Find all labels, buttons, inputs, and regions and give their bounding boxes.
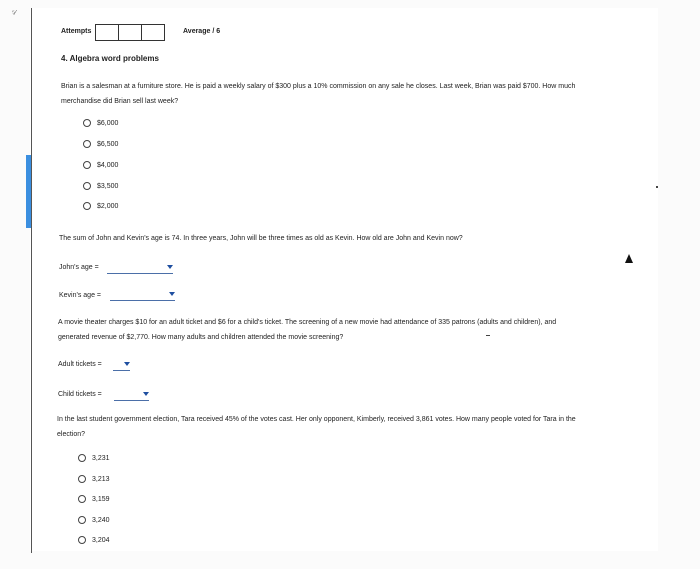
option-label: 3,231	[92, 454, 110, 462]
child-tickets-select[interactable]	[114, 390, 149, 401]
chevron-down-icon	[167, 265, 173, 269]
radio-button[interactable]	[83, 202, 91, 210]
corner-mark-icon: ⁵⁄	[12, 10, 17, 17]
section-title: 4. Algebra word problems	[61, 54, 159, 63]
radio-button[interactable]	[78, 454, 86, 462]
attempt-box	[118, 24, 142, 41]
radio-button[interactable]	[83, 161, 91, 169]
option-label: 3,240	[92, 516, 110, 524]
mouse-cursor-icon	[625, 254, 633, 263]
kevins-age-select[interactable]	[110, 290, 175, 301]
radio-button[interactable]	[78, 475, 86, 483]
q4-option[interactable]	[78, 536, 110, 544]
attempt-box	[95, 24, 119, 41]
chevron-down-icon	[169, 292, 175, 296]
attempt-box	[141, 24, 165, 41]
chevron-down-icon	[124, 362, 130, 366]
dash-mark	[486, 335, 490, 336]
q1-option[interactable]	[83, 140, 118, 148]
left-border-line	[31, 8, 32, 553]
q1-option[interactable]	[83, 119, 118, 127]
q1-option[interactable]	[83, 161, 118, 169]
adult-tickets-label: Adult tickets =	[58, 361, 102, 368]
chevron-down-icon	[143, 392, 149, 396]
adult-tickets-select[interactable]	[113, 360, 130, 371]
q4-option[interactable]	[78, 454, 110, 462]
q4-option[interactable]	[78, 495, 110, 503]
johns-age-select[interactable]	[107, 263, 173, 274]
attempts-boxes	[95, 24, 164, 41]
option-label: $6,000	[97, 119, 119, 127]
radio-button[interactable]	[83, 119, 91, 127]
option-label: $3,500	[97, 182, 119, 190]
child-tickets-label: Child tickets =	[58, 391, 102, 398]
scroll-indicator-bar[interactable]	[26, 155, 31, 228]
question-4-prompt: In the last student government election, Tara received 45% of the votes cast. Her only opponent, Kimberly, received 3,861 votes. How many people voted for Tara in the election?	[57, 416, 576, 438]
radio-button[interactable]	[78, 516, 86, 524]
option-label: 3,204	[92, 536, 110, 544]
question-2-prompt: The sum of John and Kevin's age is 74. In three years, John will be three times as old as Kevin. How old are John and Kevin now?	[59, 235, 463, 242]
option-label: $2,000	[97, 202, 119, 210]
kevins-age-label: Kevin's age =	[59, 292, 102, 299]
attempts-label: Attempts	[61, 28, 92, 35]
option-label: 3,213	[92, 475, 110, 483]
johns-age-label: John's age =	[59, 264, 99, 271]
q1-option[interactable]	[83, 182, 118, 190]
q4-option[interactable]	[78, 475, 110, 483]
q4-option[interactable]	[78, 516, 110, 524]
radio-button[interactable]	[78, 536, 86, 544]
option-label: 3,159	[92, 495, 110, 503]
option-label: $4,000	[97, 161, 119, 169]
radio-button[interactable]	[78, 495, 86, 503]
stray-dot	[656, 186, 658, 188]
q1-option[interactable]	[83, 202, 118, 210]
radio-button[interactable]	[83, 182, 91, 190]
option-label: $6,500	[97, 140, 119, 148]
radio-button[interactable]	[83, 140, 91, 148]
average-label: Average / 6	[183, 28, 221, 35]
question-1-prompt: Brian is a salesman at a furniture store. He is paid a weekly salary of $300 plus a 10% commission on any sale he closes. Last week, Brian was paid $700. How much merchandise did Brian sell last week?	[61, 83, 576, 105]
question-3-prompt: A movie theater charges $10 for an adult ticket and $6 for a child's ticket. The screening of a new movie had attendance of 335 patrons (adults and children), and generated revenue of $2,770. How many adults and children attended the movie screening?	[58, 319, 557, 341]
